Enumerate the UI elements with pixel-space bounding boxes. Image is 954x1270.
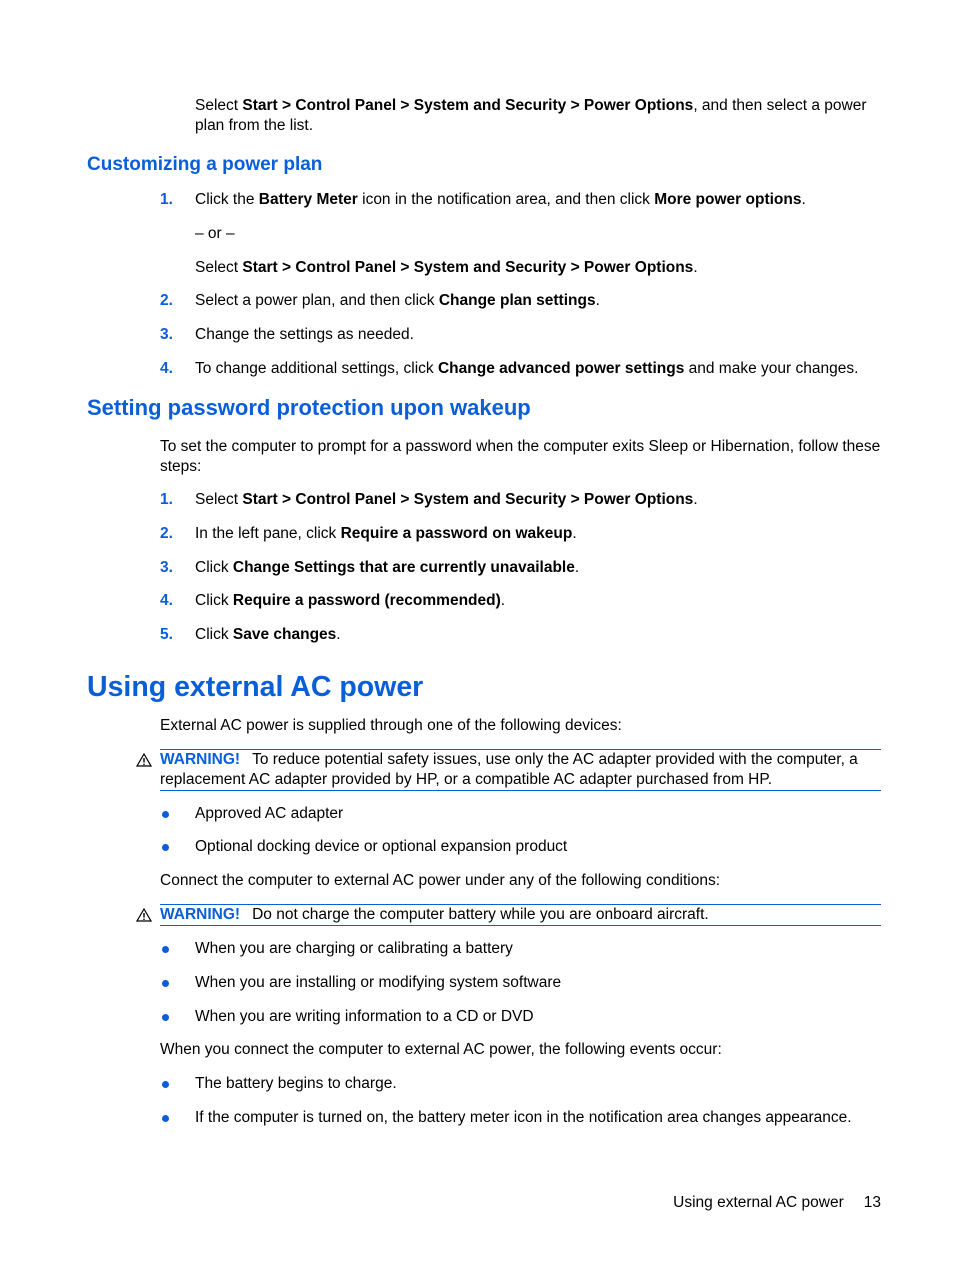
warning-box bbox=[160, 904, 881, 926]
footer-title: Using external AC power bbox=[673, 1194, 844, 1211]
step-text: Click Require a password (recommended). bbox=[195, 592, 506, 609]
warning-icon bbox=[136, 753, 152, 767]
warning-label: WARNING! bbox=[160, 906, 241, 923]
step-number: 1. bbox=[160, 491, 173, 508]
list-item: When you are writing information to a CD or DVD bbox=[195, 1008, 534, 1025]
bullet-icon bbox=[162, 980, 169, 987]
chapter-heading: Using external AC power bbox=[87, 671, 424, 703]
events-intro: When you connect the computer to external AC power, the following events occur: bbox=[160, 1041, 722, 1058]
step-text: Change the settings as needed. bbox=[195, 326, 414, 343]
page-footer bbox=[673, 1193, 881, 1213]
step-number: 2. bbox=[160, 525, 173, 542]
step-text: Click Save changes. bbox=[195, 626, 341, 643]
step-text: To change additional settings, click Change advanced power settings and make your changes. bbox=[195, 360, 859, 377]
step-number: 4. bbox=[160, 592, 173, 609]
step-text: Click the Battery Meter icon in the notification area, and then click More power options. bbox=[195, 191, 806, 208]
step-number: 2. bbox=[160, 292, 173, 309]
step-number: 4. bbox=[160, 360, 173, 377]
bullet-icon bbox=[162, 946, 169, 953]
conditions-intro: Connect the computer to external AC power under any of the following conditions: bbox=[160, 872, 721, 889]
list-item: When you are charging or calibrating a battery bbox=[195, 940, 513, 957]
bullet-icon bbox=[162, 1081, 169, 1088]
password-intro: To set the computer to prompt for a password when the computer exits Sleep or Hibernation, follow these steps: bbox=[160, 438, 881, 475]
warning-box bbox=[160, 749, 881, 791]
list-item: Approved AC adapter bbox=[195, 805, 344, 822]
page-number: 13 bbox=[863, 1194, 881, 1211]
step-number: 1. bbox=[160, 191, 173, 208]
ac-intro: External AC power is supplied through one of the following devices: bbox=[160, 717, 622, 734]
or-separator: – or – bbox=[195, 225, 235, 242]
warning-text: WARNING! To reduce potential safety issues, use only the AC adapter provided with the computer, a replacement AC adapter provided by HP, or a compatible AC adapter purchased from HP. bbox=[160, 751, 858, 788]
text: Select bbox=[195, 97, 243, 114]
warning-text: WARNING! Do not charge the computer battery while you are onboard aircraft. bbox=[160, 906, 709, 923]
list-item: If the computer is turned on, the battery meter icon in the notification area changes appearance. bbox=[195, 1109, 852, 1126]
step-number: 5. bbox=[160, 626, 173, 643]
step-number: 3. bbox=[160, 326, 173, 343]
bullet-icon bbox=[162, 1014, 169, 1021]
step-text: In the left pane, click Require a password on wakeup. bbox=[195, 525, 577, 542]
section-heading-customizing: Customizing a power plan bbox=[87, 154, 323, 175]
step-text: Click Change Settings that are currently unavailable. bbox=[195, 559, 580, 576]
text: , and then select a power plan from the list. bbox=[195, 97, 867, 134]
step-number: 3. bbox=[160, 559, 173, 576]
step-text: Select a power plan, and then click Change plan settings. bbox=[195, 292, 600, 309]
bullet-icon bbox=[162, 811, 169, 818]
list-item: The battery begins to charge. bbox=[195, 1075, 397, 1092]
alt-step-text: Select Start > Control Panel > System and Security > Power Options. bbox=[195, 259, 698, 276]
list-item: Optional docking device or optional expansion product bbox=[195, 838, 568, 855]
warning-label: WARNING! bbox=[160, 751, 241, 768]
section-heading-password: Setting password protection upon wakeup bbox=[87, 395, 531, 420]
warning-icon bbox=[136, 908, 152, 922]
step-text: Select Start > Control Panel > System and Security > Power Options. bbox=[195, 491, 698, 508]
menu-path: Start > Control Panel > System and Security > Power Options bbox=[242, 97, 694, 114]
intro-paragraph bbox=[195, 96, 882, 136]
list-item: When you are installing or modifying system software bbox=[195, 974, 562, 991]
bullet-icon bbox=[162, 1115, 169, 1122]
bullet-icon bbox=[162, 844, 169, 851]
